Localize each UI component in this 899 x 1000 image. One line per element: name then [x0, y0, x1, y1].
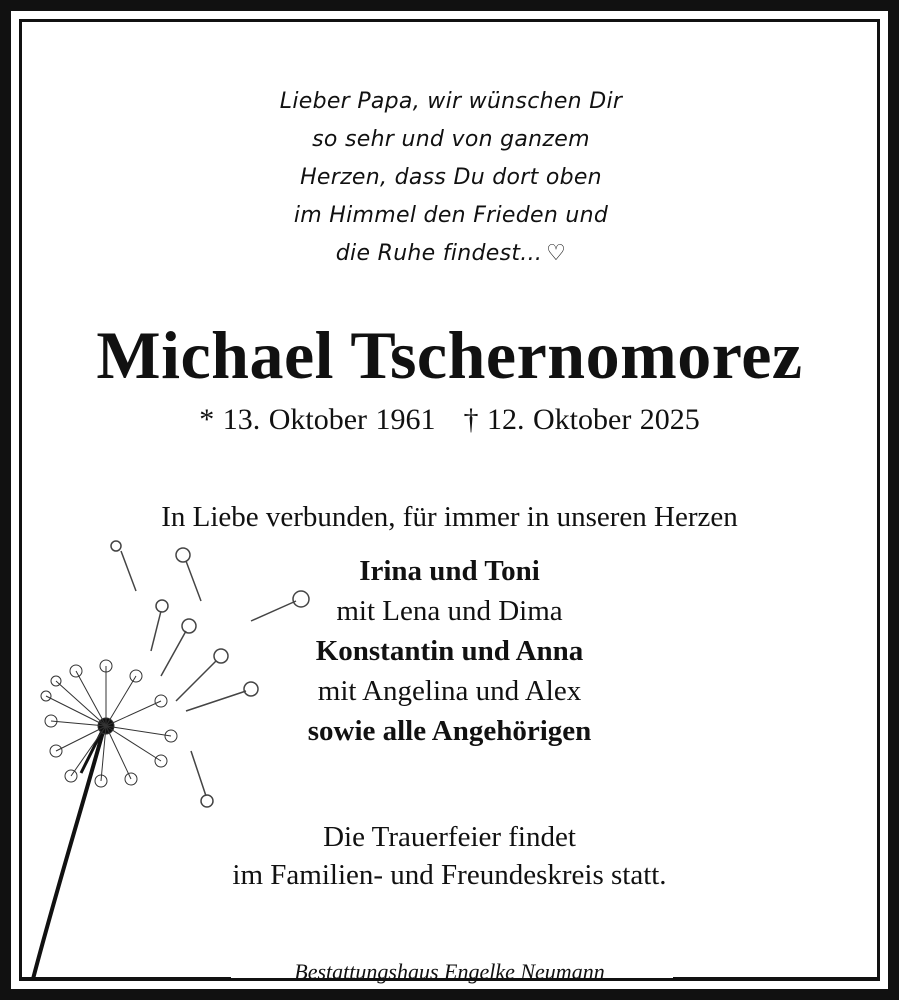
life-dates	[11, 403, 888, 437]
poem-line: Herzen, dass Du dort oben	[300, 165, 602, 190]
mourner-line: Konstantin und Anna	[315, 635, 584, 667]
mourner-line: mit Lena und Dima	[336, 595, 563, 627]
poem-line: so sehr und von ganzem	[312, 127, 590, 152]
mourner-line: mit Angelina und Alex	[317, 675, 582, 707]
handwritten-poem	[251, 83, 651, 273]
mourners-list	[161, 551, 738, 751]
notice-panel	[10, 10, 889, 990]
poem-line: Lieber Papa, wir wünschen Dir	[279, 89, 623, 114]
mourner-line: Irina und Toni	[359, 555, 540, 587]
funeral-home-name: Bestattungshaus Engelke Neumann	[294, 959, 605, 984]
poem-line-last	[251, 235, 651, 273]
heart-outline-icon: ♡	[546, 241, 567, 266]
footer	[11, 953, 888, 983]
mourner-line: sowie alle Angehörigen	[307, 715, 592, 747]
motto-line: In Liebe verbunden, für immer in unseren Herzen	[161, 501, 738, 533]
deceased-name: Michael Tschernomorez	[96, 317, 803, 393]
ceremony-line: im Familien- und Freundeskreis statt.	[232, 859, 667, 891]
birth-date: * 13. Oktober 1961	[199, 403, 436, 436]
ceremony-line: Die Trauerfeier findet	[323, 821, 576, 853]
poem-line: die Ruhe findest...	[335, 241, 543, 266]
poem-line: im Himmel den Frieden und	[293, 203, 609, 228]
footer-rule-right	[673, 977, 878, 979]
death-date: † 12. Oktober 2025	[463, 403, 700, 436]
ceremony-note	[11, 818, 888, 894]
